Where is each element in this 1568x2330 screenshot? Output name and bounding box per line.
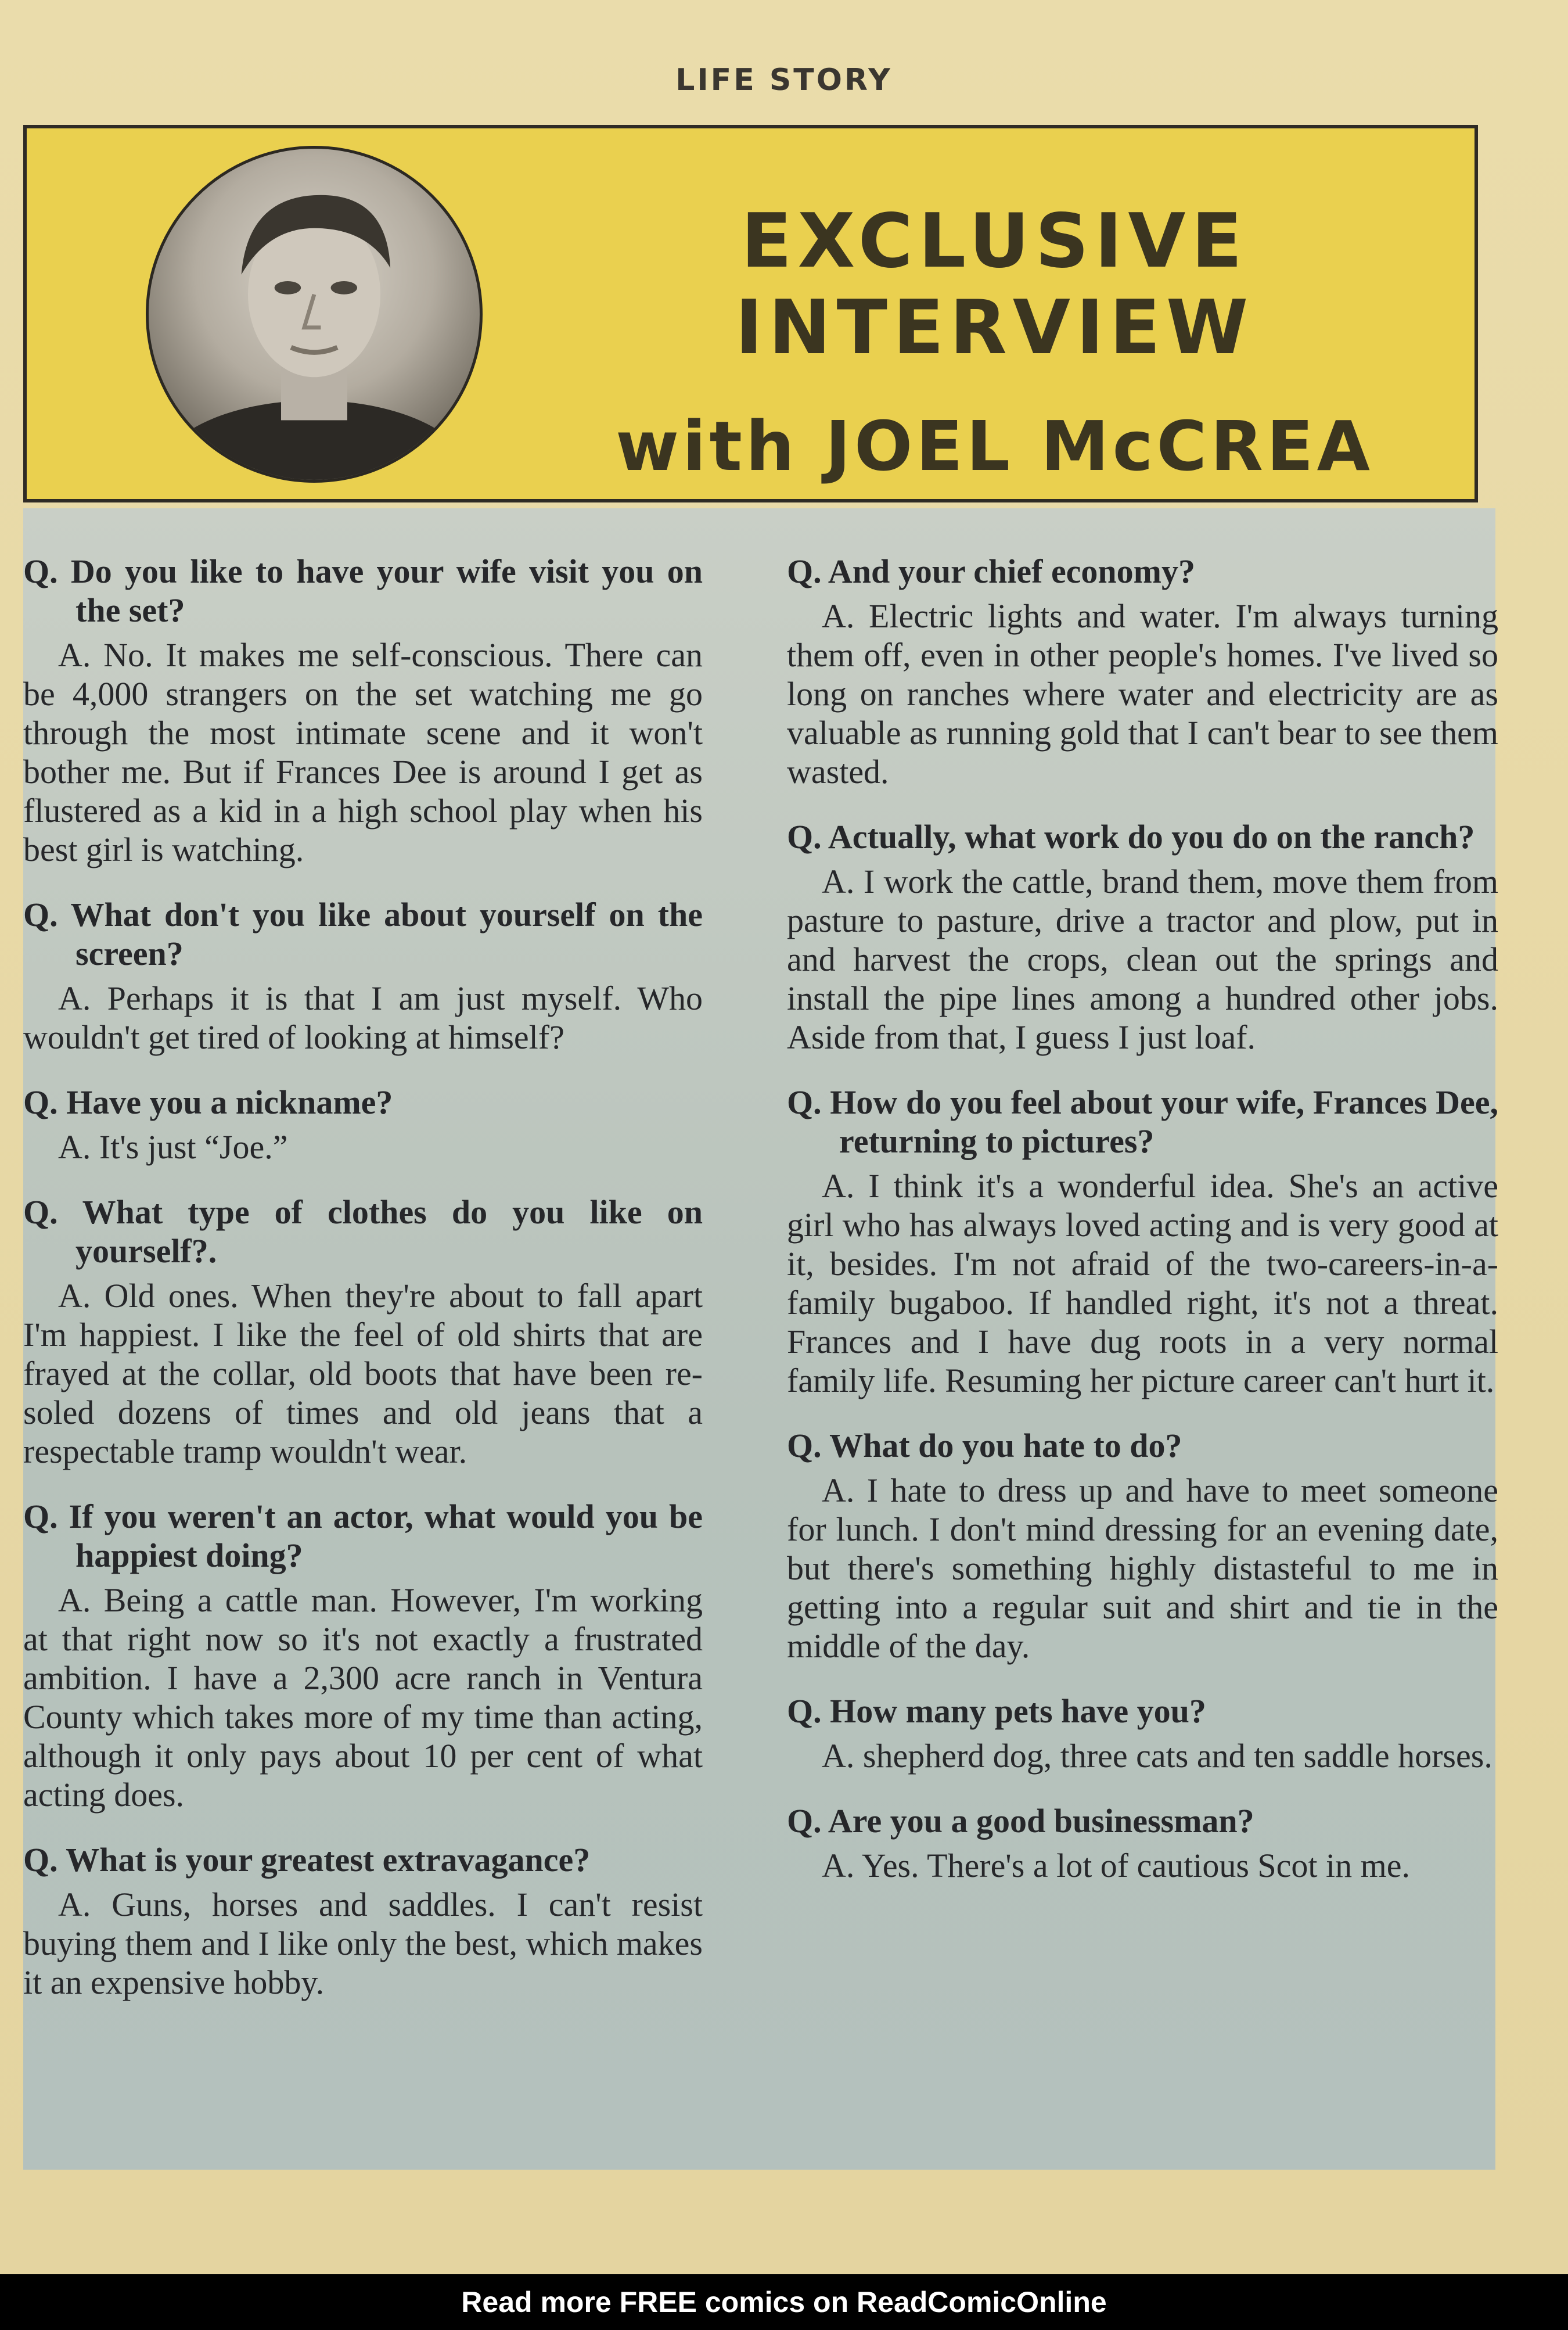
answer: A. Electric lights and water. I'm always turning them off, even in other people's homes. I've lived so long on ranches where water and electricity are as valuable as running gold that I can't bear to see them wasted. — [787, 597, 1498, 791]
answer: A. Being a cattle man. However, I'm working at that right now so it's not exactly a frustrated ambition. I have a 2,300 acre ranch in Ventura County which takes more of my time than acting, although it only pays about 10 per cent of what acting does. — [23, 1581, 703, 1814]
footer-link[interactable]: Read more FREE comics on ReadComicOnline — [0, 2274, 1568, 2330]
question: Q. What do you hate to do? — [787, 1427, 1182, 1464]
qa-item — [787, 1426, 1498, 1665]
answer: A. Yes. There's a lot of cautious Scot in me. — [822, 1847, 1410, 1884]
qa-item — [23, 552, 703, 869]
answer: A. No. It makes me self-conscious. There can be 4,000 strangers on the set watching me go through the most intimate scene and it won't bother me. But if Frances Dee is around I get as flustered as a kid in a high school play when his best girl is watching. — [23, 636, 703, 868]
qa-item — [23, 1497, 703, 1814]
question: Q. How many pets have you? — [787, 1692, 1206, 1730]
left-column — [23, 552, 703, 2028]
qa-item — [787, 552, 1498, 791]
answer: A. Perhaps it is that I am just myself. Who wouldn't get tired of looking at himself? — [23, 979, 703, 1056]
question: Q. Are you a good businessman? — [787, 1802, 1254, 1840]
banner-title-line2: with JOEL McCREA — [616, 406, 1373, 486]
question: Q. If you weren't an actor, what would you be happiest doing? — [23, 1498, 703, 1574]
question: Q. Actually, what work do you do on the ranch? — [787, 818, 1475, 856]
answer: A. Old ones. When they're about to fall apart I'm happiest. I like the feel of old shirts that are frayed at the collar, old boots that have been re-soled dozens of times and old jeans that a respectable tramp wouldn't wear. — [23, 1277, 703, 1470]
answer: A. shepherd dog, three cats and ten saddle horses. — [822, 1737, 1493, 1775]
portrait-photo-icon — [146, 146, 483, 483]
question: Q. Do you like to have your wife visit you on the set? — [23, 552, 703, 629]
answer: A. I work the cattle, brand them, move them from pasture to pasture, drive a tractor and plow, put in and harvest the crops, clean out the springs and install the pipe lines among a hundred other jobs. Aside from that, I guess I just loaf. — [787, 863, 1498, 1056]
answer: A. Guns, horses and saddles. I can't resist buying them and I like only the best, which makes it an expensive hobby. — [23, 1886, 703, 2001]
answer: A. I think it's a wonderful idea. She's an active girl who has always loved acting and is very good at it, besides. I'm not afraid of the two-careers-in-a-family bugaboo. If handled right, it's not a threat. Frances and I have dug roots in a very normal family life. Resuming her picture career can't hurt it. — [787, 1167, 1498, 1399]
question: Q. What is your greatest extravagance? — [23, 1841, 591, 1879]
question: Q. How do you feel about your wife, Frances Dee, returning to pictures? — [787, 1083, 1498, 1160]
running-head: LIFE STORY — [675, 63, 893, 98]
banner-title — [549, 198, 1440, 486]
qa-item — [787, 1083, 1498, 1400]
answer: A. I hate to dress up and have to meet someone for lunch. I don't mind dressing for an evening date, but there's something highly distasteful to me in getting into a regular suit and shirt and tie in the middle of the day. — [787, 1471, 1498, 1665]
qa-item — [23, 1840, 703, 2002]
right-column — [787, 552, 1498, 1911]
qa-item — [23, 1083, 703, 1166]
qa-item — [787, 1801, 1498, 1885]
answer: A. It's just “Joe.” — [58, 1128, 288, 1166]
question: Q. What don't you like about yourself on the screen? — [23, 896, 703, 972]
question: Q. Have you a nickname? — [23, 1083, 393, 1121]
question: Q. And your chief economy? — [787, 552, 1195, 590]
qa-item — [23, 1193, 703, 1471]
banner-title-line1: EXCLUSIVE INTERVIEW — [735, 198, 1254, 371]
interview-banner — [23, 125, 1478, 502]
qa-item — [787, 817, 1498, 1057]
qa-item — [23, 895, 703, 1057]
question: Q. What type of clothes do you like on yourself?. — [23, 1193, 703, 1270]
qa-item — [787, 1692, 1498, 1775]
